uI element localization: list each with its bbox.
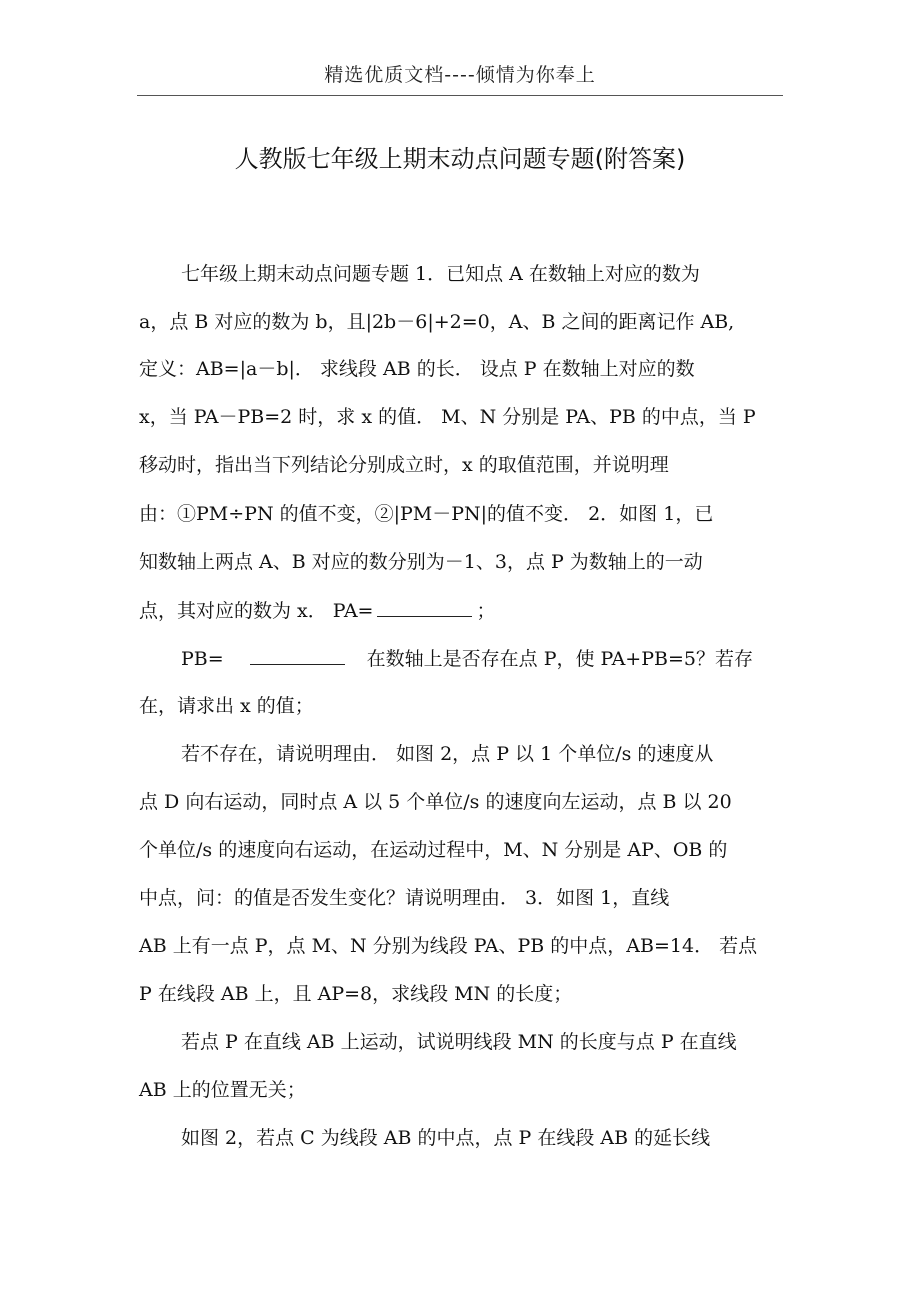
text-line	[181, 646, 753, 671]
text-line: 中点，问：的值是否发生变化？请说明理由． 3．如图 1，直线	[139, 887, 670, 909]
pa-answer-blank	[377, 598, 472, 617]
text-line: 由：①PM÷PN 的值不变，②|PM－PN|的值不变． 2．如图 1，已	[139, 503, 714, 525]
text-line: 若不存在，请说明理由． 如图 2，点 P 以 1 个单位/s 的速度从	[181, 743, 714, 765]
text-line: x，当 PA－PB=2 时，求 x 的值． M、N 分别是 PA、PB 的中点，当 P	[139, 406, 756, 428]
text-line: 如图 2，若点 C 为线段 AB 的中点，点 P 在线段 AB 的延长线	[181, 1127, 711, 1149]
pb-prompt: PB=	[181, 648, 224, 670]
pa-prompt: 点，其对应的数为 x． PA=	[139, 600, 374, 622]
text-line: P 在线段 AB 上，且 AP=8，求线段 MN 的长度；	[139, 983, 573, 1005]
text-line: a，点 B 对应的数为 b，且|2b－6|+2=0，A、B 之间的距离记作 AB,	[139, 311, 735, 333]
text-line: 移动时，指出当下列结论分别成立时，x 的取值范围，并说明理	[139, 454, 669, 476]
text-line: 在，请求出 x 的值；	[139, 695, 314, 717]
pa-semicolon: ；	[476, 600, 496, 622]
text-line: 知数轴上两点 A、B 对应的数分别为－1、3，点 P 为数轴上的一动	[139, 551, 703, 573]
text-line: 点 D 向右运动，同时点 A 以 5 个单位/s 的速度向左运动，点 B 以 20	[139, 791, 732, 813]
pb-answer-blank	[250, 646, 345, 665]
text-line: 七年级上期末动点问题专题 1．已知点 A 在数轴上对应的数为	[181, 263, 700, 285]
text-line: 定义：AB=|a－b|． 求线段 AB 的长． 设点 P 在数轴上对应的数	[139, 358, 695, 380]
text-line: 若点 P 在直线 AB 上运动，试说明线段 MN 的长度与点 P 在直线	[181, 1031, 737, 1053]
pb-question: 在数轴上是否存在点 P，使 PA+PB=5？若存	[366, 648, 753, 670]
text-line: AB 上有一点 P，点 M、N 分别为线段 PA、PB 的中点，AB=14． 若点	[139, 935, 758, 957]
text-line: AB 上的位置无关；	[139, 1079, 306, 1101]
document-title: 人教版七年级上期末动点问题专题(附答案)	[234, 145, 686, 173]
header-divider	[137, 95, 783, 96]
page-header: 精选优质文档----倾情为你奉上	[324, 64, 596, 86]
text-line: 个单位/s 的速度向右运动，在运动过程中，M、N 分别是 AP、OB 的	[139, 839, 728, 861]
text-line	[139, 598, 496, 623]
